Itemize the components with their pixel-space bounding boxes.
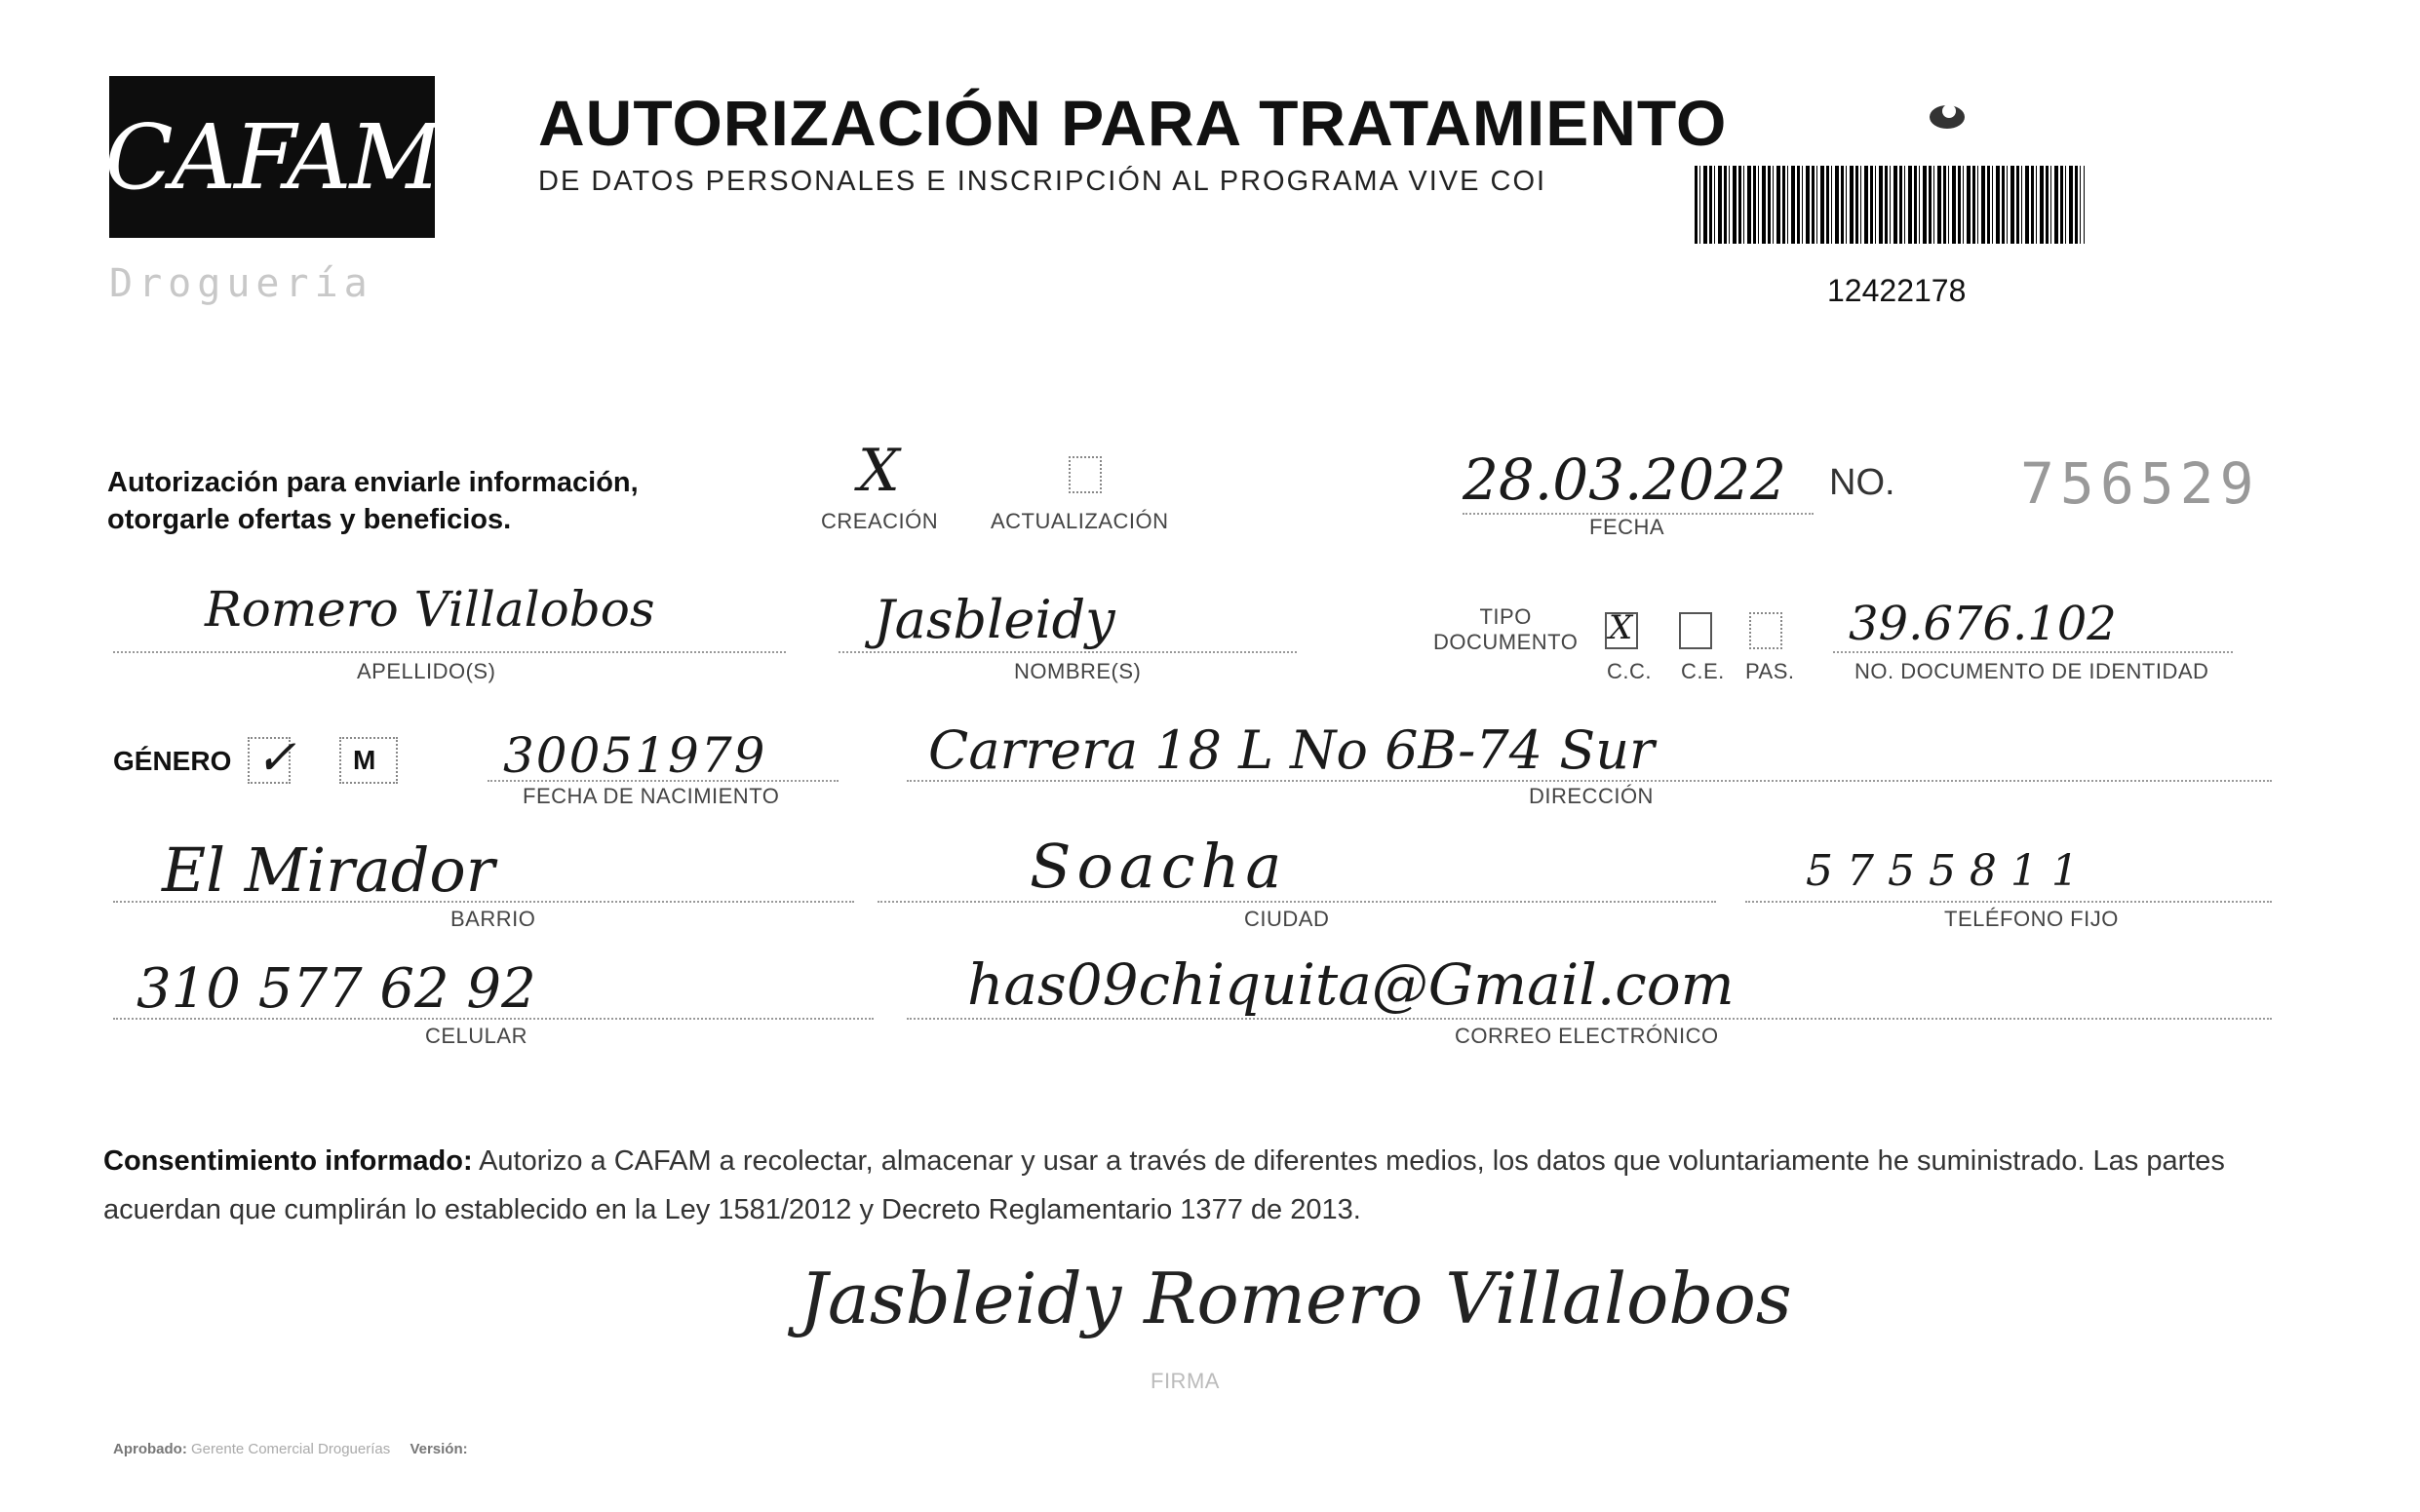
creacion-label: CREACIÓN <box>821 509 939 533</box>
logo-text: CAFAM <box>104 104 440 210</box>
nombre-label: NOMBRE(S) <box>1014 659 1142 683</box>
celular-line <box>113 1018 874 1020</box>
genero-m-label: M <box>353 745 376 775</box>
tipo-label: TIPO <box>1479 604 1532 629</box>
stamp-text: Droguería <box>109 261 373 306</box>
documento-value: 39.676.102 <box>1849 597 2117 651</box>
ciudad-line <box>878 901 1716 903</box>
ce-checkbox[interactable] <box>1679 612 1712 649</box>
nombre-line <box>839 651 1297 653</box>
pas-checkbox[interactable] <box>1749 612 1782 649</box>
tipo-documento-label <box>1433 604 1578 655</box>
documento-number-label: NO. DOCUMENTO DE IDENTIDAD <box>1854 659 2209 683</box>
cc-mark: X <box>1609 608 1633 647</box>
nacimiento-line <box>488 780 839 782</box>
footer-approval <box>113 1441 468 1457</box>
correo-value: has09chiquita@Gmail.com <box>967 951 1735 1018</box>
form-title: AUTORIZACIÓN PARA TRATAMIENTO <box>538 87 1728 159</box>
footer-version-label: Versión: <box>410 1441 468 1457</box>
nombre-value: Jasbleidy <box>874 589 1115 650</box>
no-label: NO. <box>1829 462 1895 503</box>
actualizacion-label: ACTUALIZACIÓN <box>991 509 1169 533</box>
nacimiento-label: FECHA DE NACIMIENTO <box>523 784 780 808</box>
documento-line <box>1833 651 2233 653</box>
direccion-value: Carrera 18 L No 6B-74 Sur <box>928 719 1655 781</box>
consent-paragraph <box>103 1137 2317 1234</box>
apellidos-value: Romero Villalobos <box>205 581 655 638</box>
telefono-line <box>1745 901 2272 903</box>
authorization-label-line2: otorgarle ofertas y beneficios. <box>107 504 512 535</box>
ce-label: C.E. <box>1681 659 1725 683</box>
documento-label: DOCUMENTO <box>1433 630 1579 654</box>
celular-label: CELULAR <box>425 1024 527 1048</box>
signature: Jasbleidy Romero Villalobos <box>800 1258 1792 1339</box>
actualizacion-checkbox[interactable] <box>1069 456 1102 493</box>
stamp-icon <box>1926 96 1969 135</box>
nacimiento-value: 30051979 <box>503 727 767 784</box>
direccion-label: DIRECCIÓN <box>1529 784 1654 808</box>
barrio-line <box>113 901 854 903</box>
apellidos-label: APELLIDO(S) <box>357 659 496 683</box>
barcode <box>1695 166 2085 244</box>
footer-aprobado-label: Aprobado: <box>113 1441 187 1457</box>
correo-line <box>907 1018 2272 1020</box>
barcode-number: 12422178 <box>1827 273 1967 308</box>
apellidos-line <box>113 651 786 653</box>
authorization-label-line1: Autorización para enviarle información, <box>107 467 639 498</box>
pas-label: PAS. <box>1745 659 1795 683</box>
consent-heading: Consentimiento informado: <box>103 1145 473 1177</box>
fecha-value: 28.03.2022 <box>1463 446 1787 513</box>
cc-label: C.C. <box>1607 659 1652 683</box>
telefono-value: 5 7 5 5 8 1 1 <box>1806 846 2079 896</box>
authorization-label <box>107 464 639 538</box>
genero-f-mark: ✓ <box>255 729 296 786</box>
form-subtitle: DE DATOS PERSONALES E INSCRIPCIÓN AL PROGRAMA VIVE COI <box>538 166 1547 197</box>
ciudad-value: Soacha <box>1030 831 1288 902</box>
cafam-logo <box>104 76 440 238</box>
ciudad-label: CIUDAD <box>1244 907 1330 931</box>
telefono-label: TELÉFONO FIJO <box>1944 907 2119 931</box>
no-value: 756529 <box>2020 450 2260 517</box>
barrio-label: BARRIO <box>450 907 536 931</box>
footer-aprobado-value: Gerente Comercial Droguerías <box>191 1441 391 1457</box>
correo-label: CORREO ELECTRÓNICO <box>1455 1024 1719 1048</box>
creacion-checkbox[interactable]: X <box>858 437 900 505</box>
signature-label: FIRMA <box>1151 1369 1220 1393</box>
direccion-line <box>907 780 2272 782</box>
barrio-value: El Mirador <box>162 834 495 906</box>
genero-label: GÉNERO <box>113 746 232 776</box>
celular-value: 310 577 62 92 <box>137 957 536 1021</box>
consent-text: Autorizo a CAFAM a recolectar, almacenar y usar a través de diferentes medios, los datos que voluntariamente he suministrado. Las partes acuerdan que cumplirán lo establecido en la Ley 1581/2012 y Decreto Reglamentario 1377 de 2013. <box>103 1145 2225 1225</box>
fecha-label: FECHA <box>1589 515 1665 539</box>
